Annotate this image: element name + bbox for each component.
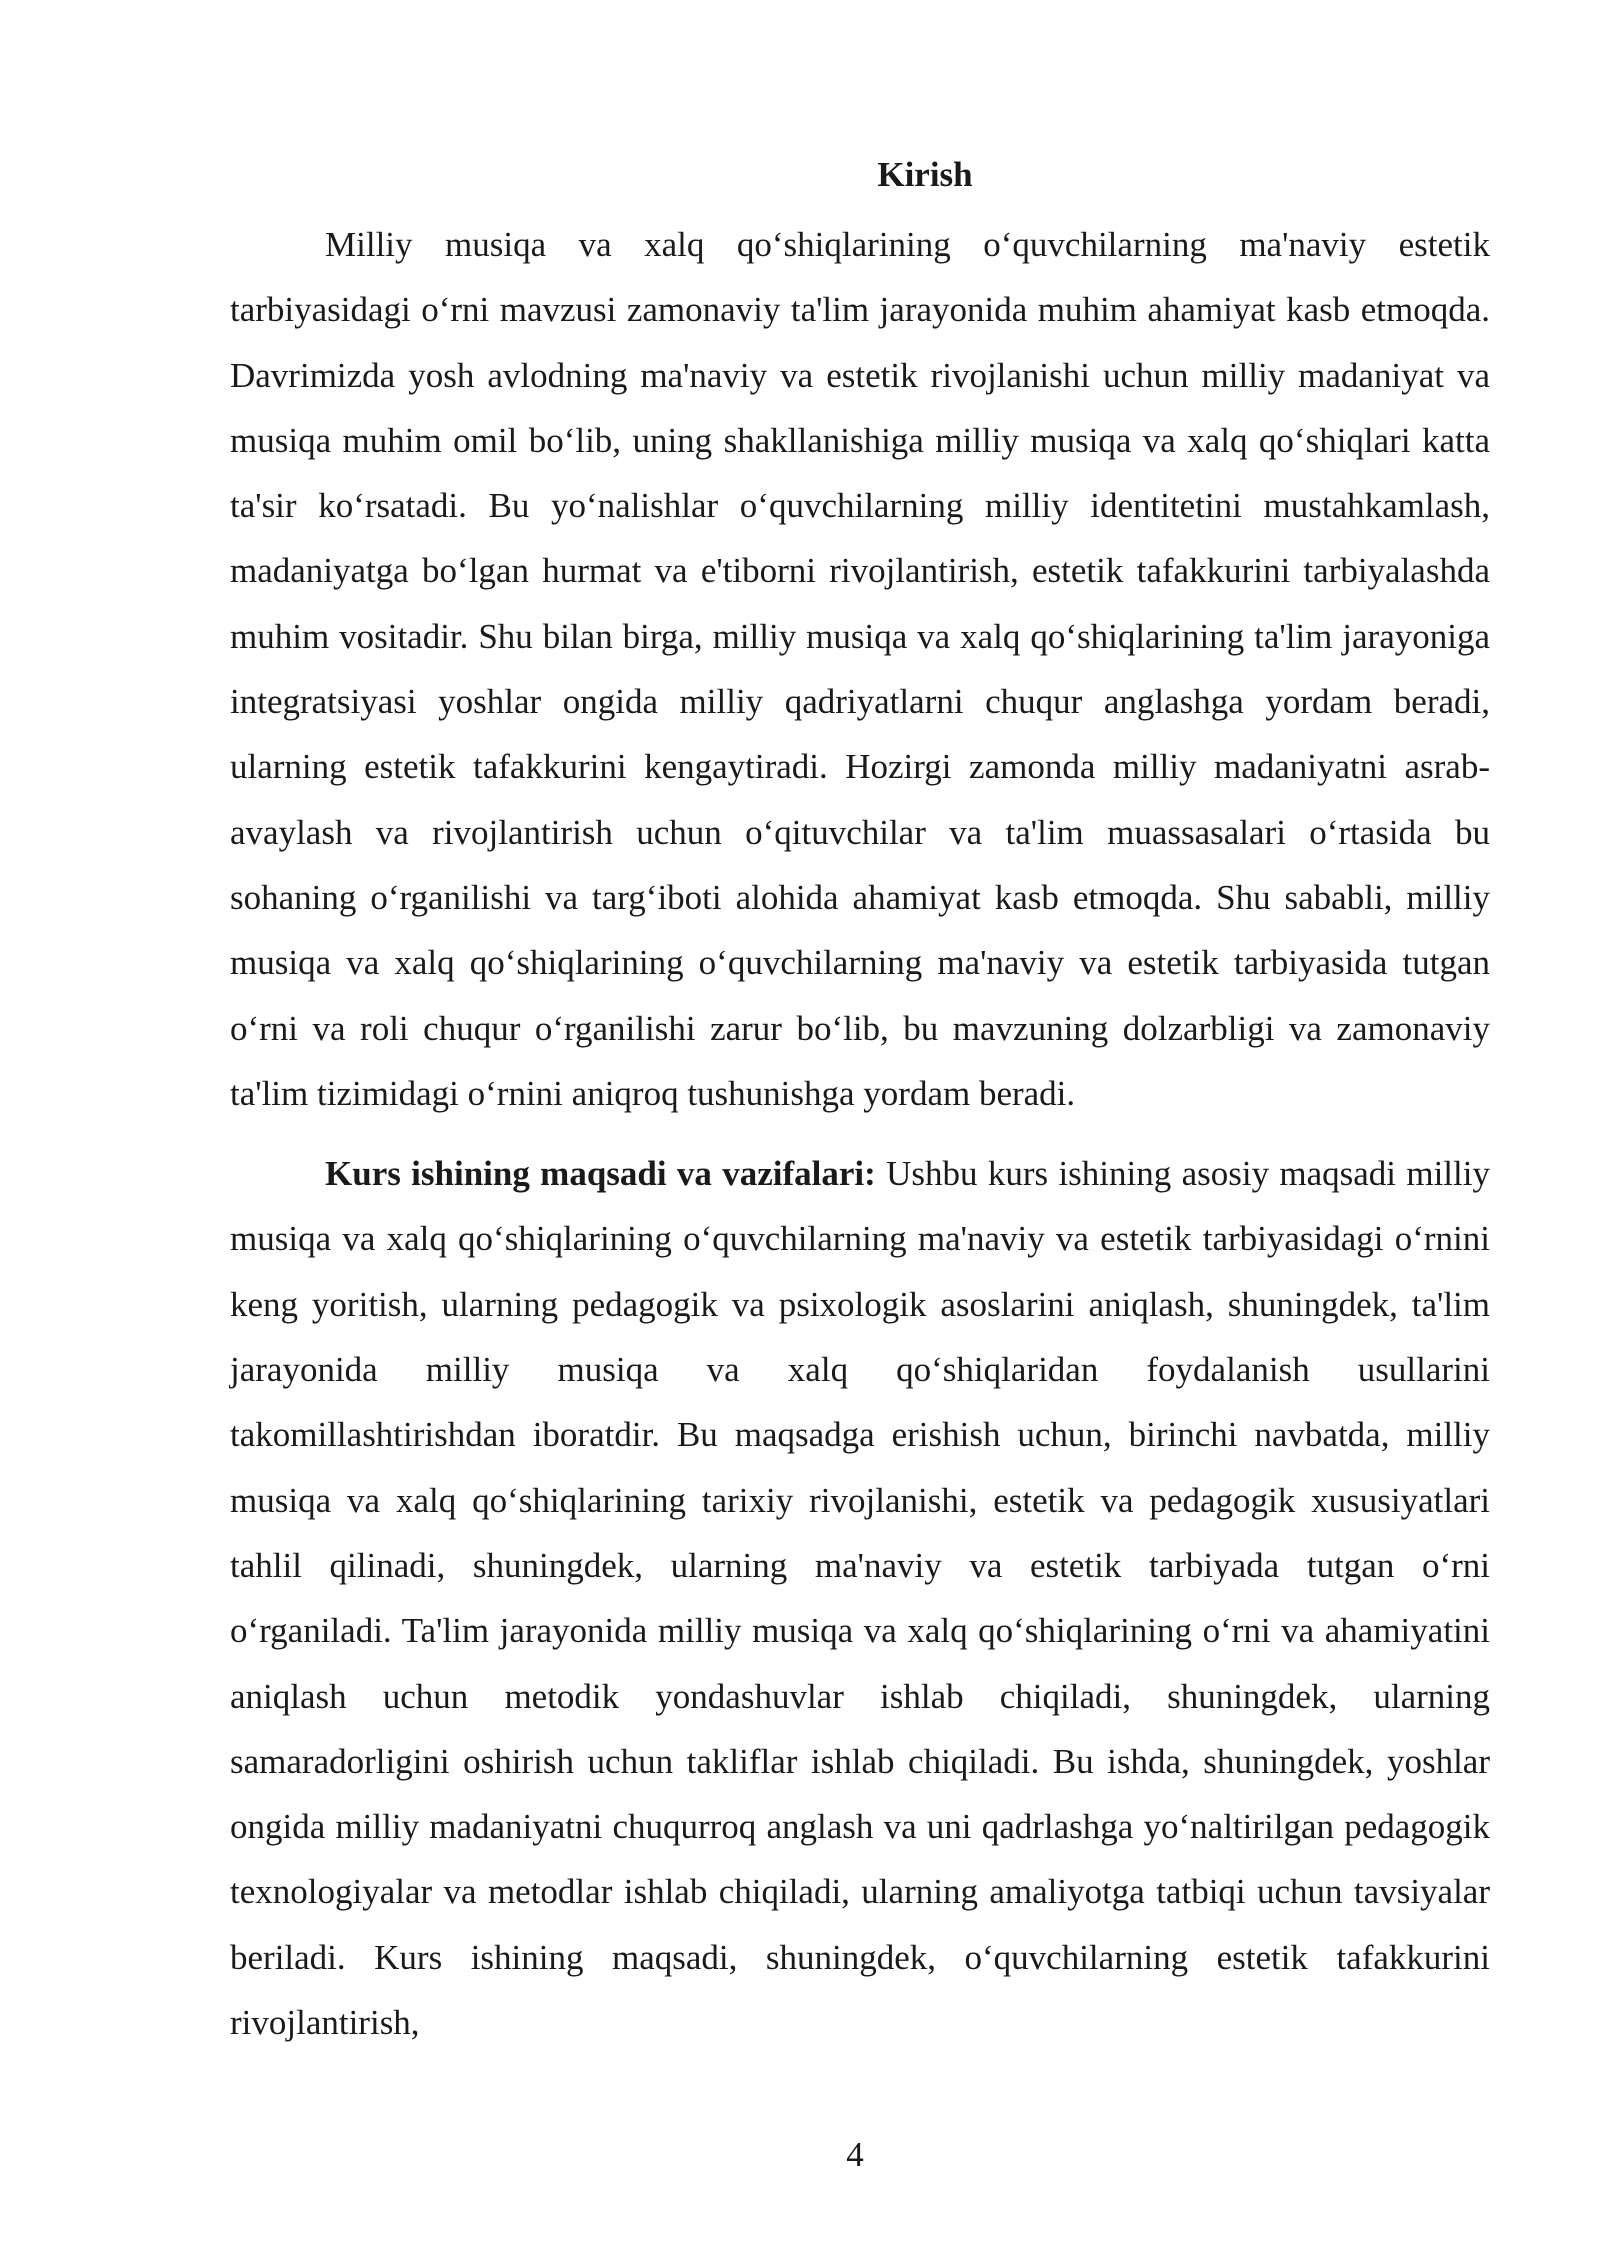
section-heading: Kirish (877, 155, 973, 194)
goals-body-text: Ushbu kurs ishining asosiy maqsadi milliy musiqa va xalq qo‘shiqlarining o‘quvchilarning ma'naviy va estetik tarbiyasidagi o‘rnini keng yoritish, ularning pedagogik va psixologik asoslarini aniqlash, shuningdek, ta'lim jarayonida milliy musiqa va xalq qo‘shiqlaridan foydalanish usullarini takomillashtirishdan iboratdir. Bu maqsadga erishish uchun, birinchi navbatda, milliy musiqa va xalq qo‘shiqlarining tarixiy rivojlanishi, estetik va pedagogik xususiyatlari tahlil qilinadi, shuningdek, ularning ma'naviy va estetik tarbiyada tutgan o‘rni o‘rganiladi. Ta'lim jarayonida milliy musiqa va xalq qo‘shiqlarining o‘rni va ahamiyatini aniqlash uchun metodik yondashuvlar ishlab chiqiladi, shuningdek, ularning samaradorligini oshirish uchun takliflar ishlab chiqiladi. Bu ishda, shuningdek, yoshlar ongida milliy madaniyatni chuqurroq anglash va uni qadrlashga yo‘naltirilgan pedagogik texnologiyalar va metodlar ishlab chiqiladi, ularning amaliyotga tatbiqi uchun tavsiyalar beriladi. Kurs ishining maqsadi, shuningdek, o‘quvchilarning estetik tafakkurini rivojlantirish, (230, 1154, 1490, 2043)
page-number: 4 (846, 2135, 864, 2174)
introduction-paragraph: Milliy musiqa va xalq qo‘shiqlarining o‘quvchilarning ma'naviy estetik tarbiyasidagi o‘rni mavzusi zamonaviy ta'lim jarayonida muhim ahamiyat kasb etmoqda. Davrimizda yosh avlodning ma'naviy va estetik rivojlanishi uchun milliy madaniyat va musiqa muhim omil bo‘lib, uning shakllanishiga milliy musiqa va xalq qo‘shiqlari katta ta'sir ko‘rsatadi. Bu yo‘nalishlar o‘quvchilarning milliy identitetini mustahkamlash, madaniyatga bo‘lgan hurmat va e'tiborni rivojlantirish, estetik tafakkurini tarbiyalashda muhim vositadir. Shu bilan birga, milliy musiqa va xalq qo‘shiqlarining ta'lim jarayoniga integratsiyasi yoshlar ongida milliy qadriyatlarni chuqur anglashga yordam beradi, ularning estetik tafakkurini kengaytiradi. Hozirgi zamonda milliy madaniyatni asrab-avaylash va rivojlantirish uchun o‘qituvchilar va ta'lim muassasalari o‘rtasida bu sohaning o‘rganilishi va targ‘iboti alohida ahamiyat kasb etmoqda. Shu sababli, milliy musiqa va xalq qo‘shiqlarining o‘quvchilarning ma'naviy va estetik tarbiyasida tutgan o‘rni va roli chuqur o‘rganilishi zarur bo‘lib, bu mavzuning dolzarbligi va zamonaviy ta'lim tizimidagi o‘rnini aniqroq tushunishga yordam beradi. (230, 225, 1490, 1113)
goals-lead-text: Kurs ishining maqsadi va vazifalari: (325, 1154, 876, 1194)
page-content (230, 148, 1490, 2055)
goals-paragraph (230, 1141, 1490, 2055)
